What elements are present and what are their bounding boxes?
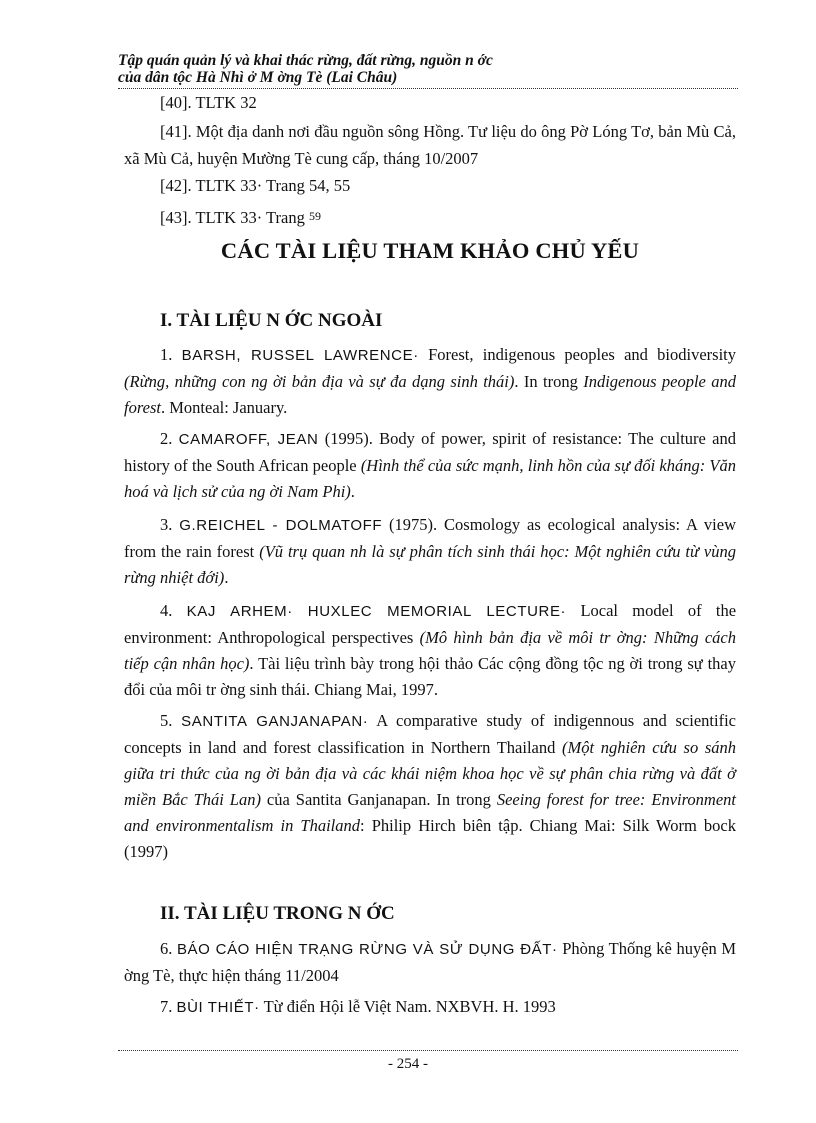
ref-author: BÁO CÁO HIỆN TRẠNG RỪNG VÀ SỬ DỤNG ĐẤT·	[176, 941, 558, 958]
ref-author: CAMAROFF, JEAN	[178, 431, 319, 448]
page-number: - 254 -	[388, 1056, 428, 1072]
note-page: 59	[308, 209, 321, 223]
reference-3	[124, 512, 736, 591]
running-header	[118, 52, 738, 86]
ref-author: SANTITA GANJANAPAN·	[181, 713, 369, 730]
reference-5	[124, 708, 736, 865]
ref-number: 2.	[160, 429, 173, 448]
ref-author: BÙI THIẾT·	[176, 999, 260, 1016]
section-heading-foreign: I. TÀI LIỆU N ỚC NGOÀI	[160, 310, 383, 331]
ref-source: Indigenous people and forest	[124, 372, 737, 417]
ref-text: Từ điển Hội lễ Việt Nam. NXBVH. H. 1993	[263, 997, 556, 1016]
running-header-line-1: Tập quán quản lý và khai thác rừng, đất rừng, nguồn n ớc	[118, 52, 493, 69]
ref-text-2: . Tài liệu trình bày trong hội thảo Các cộng đồng tộc ng ời trong sự thay đổi của môi tr ờng sinh thái. Chiang Mai, 1997.	[124, 654, 736, 699]
ref-text: (1995). Body of power, spirit of resistance: The culture and history of the South African people	[124, 429, 736, 475]
note-43	[124, 203, 736, 231]
ref-text-3: . Monteal: January.	[160, 398, 288, 417]
ref-translation: (Mô hình bản địa về môi tr ờng: Những cách tiếp cận nhân học)	[124, 628, 737, 673]
ref-text-2: . In trong	[514, 372, 578, 391]
ref-author: BARSH, RUSSEL LAWRENCE·	[181, 347, 419, 364]
page-title: CÁC TÀI LIỆU THAM KHẢO CHỦ YẾU	[220, 238, 640, 263]
ref-number: 5.	[160, 711, 173, 730]
ref-author: G.REICHEL - DOLMATOFF	[179, 517, 383, 534]
ref-number: 1.	[160, 345, 173, 364]
note-text: TLTK 33· Trang	[195, 208, 305, 227]
ref-translation: (Một nghiên cứu so sánh giữa tri thức của ng ời bản địa và các khái niệm khoa học về sự phân chia rừng và đất ở miền Bắc Thái Lan)	[124, 738, 737, 809]
reference-6	[124, 936, 736, 989]
ref-number: 7.	[160, 997, 173, 1016]
note-number: [41].	[160, 122, 192, 141]
ref-text: (1975). Cosmology as ecological analysis: A view from the rain forest	[124, 515, 737, 561]
ref-text-2: của Santita Ganjanapan. In trong	[260, 790, 491, 809]
note-42	[124, 172, 736, 199]
note-text: TLTK 33· Trang 54, 55	[195, 176, 351, 195]
ref-translation: (Hình thể của sức mạnh, linh hồn của sự đối kháng: Văn hoá và lịch sử của ng ời Nam Phi)	[124, 456, 736, 501]
reference-7	[124, 994, 736, 1021]
note-number: [40].	[160, 93, 192, 112]
ref-translation: (Rừng, những con ng ời bản địa và sự đa dạng sinh thái)	[124, 372, 515, 391]
ref-text-3: : Philip Hirch biên tập. Chiang Mai: Silk Worm bock (1997)	[124, 816, 736, 861]
note-number: [42].	[160, 176, 192, 195]
note-number: [43].	[160, 208, 192, 227]
reference-4	[124, 598, 736, 703]
reference-1	[124, 342, 736, 421]
ref-text: Forest, indigenous peoples and biodiversity	[428, 345, 736, 364]
note-41	[124, 118, 736, 172]
note-40	[124, 89, 736, 116]
ref-translation: (Vũ trụ quan nh là sự phân tích sinh thái học: Một nghiên cứu từ vùng rừng nhiệt đới)	[124, 542, 736, 587]
reference-2	[124, 426, 736, 505]
ref-text: Local model of the environment: Anthropological perspectives	[124, 601, 737, 647]
note-text: TLTK 32	[195, 93, 257, 112]
footer-divider	[118, 1050, 738, 1051]
note-text: Một địa danh nơi đầu nguồn sông Hồng. Tư liệu do ông Pờ Lóng Tơ, bản Mù Cả, xã Mù Cả, huyện Mường Tè cung cấp, tháng 10/2007	[124, 122, 736, 168]
ref-number: 3.	[160, 515, 173, 534]
ref-text-2: .	[350, 482, 355, 501]
ref-text: A comparative study of indigennous and scientific concepts in land and forest classification in Northern Thailand	[124, 711, 737, 757]
ref-text: Phòng Thống kê huyện M ờng Tè, thực hiện tháng 11/2004	[124, 939, 737, 985]
ref-number: 4.	[160, 601, 173, 620]
running-header-line-2: của dân tộc Hà Nhì ở M ờng Tè (Lai Châu)	[118, 69, 398, 86]
section-heading-domestic: II. TÀI LIỆU TRONG N ỚC	[160, 903, 395, 924]
ref-text-2: .	[224, 568, 229, 587]
ref-source: Seeing forest for tree: Environment and environmentalism in Thailand	[124, 790, 736, 835]
ref-number: 6.	[160, 939, 173, 958]
ref-author: KAJ ARHEM· HUXLEC MEMORIAL LECTURE·	[186, 603, 567, 620]
